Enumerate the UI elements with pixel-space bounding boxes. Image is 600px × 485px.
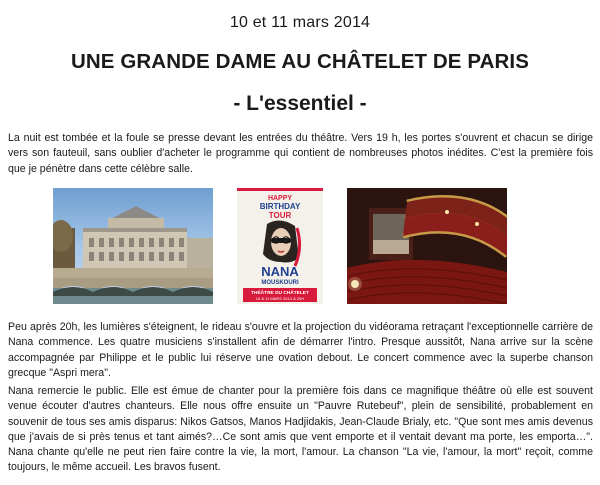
poster-happy: HAPPY <box>267 195 293 202</box>
article-title: UNE GRANDE DAME AU CHÂTELET DE PARIS <box>70 50 530 73</box>
paragraph-arrival: La nuit est tombée et la foule se presse devant les entrées du théâtre. Vers 19 h, les portes s'ouvrent et chacun se dirige vers son fauteuil, sans oublier d'acheter le programme qui contient de nombreuses photos inédites. C'est la première fois que je pénètre dans cette célèbre salle. <box>8 132 593 175</box>
poster-venue: THÉÂTRE DU CHÂTELET <box>251 291 309 296</box>
poster-tour: TOUR <box>268 211 292 220</box>
theatre-interior-photo <box>347 188 507 304</box>
poster-birthday: BIRTHDAY <box>259 202 301 211</box>
poster-dates: 10 & 11 MARS 2014 À 20H <box>255 296 305 301</box>
concert-poster-image <box>237 188 323 304</box>
article-date: 10 et 11 mars 2014 <box>229 14 371 31</box>
paragraph-concert-start: Peu après 20h, les lumières s'éteignent, le rideau s'ouvre et la projection du vidéorama retraçant l'exceptionnelle carrière de Nana commence. Les quatre musiciens s'installent afin de démarrer l'intro. Presque aussitôt, Nana arrive sur la scène accompagnée par Philippe et le public lui réserve une ovation debout. Le concert commence avec la superbe chanson grecque "Aspri mera". <box>8 321 593 379</box>
paragraph-songs: Nana remercie le public. Elle est émue de chanter pour la première fois dans ce magnifique théâtre où elle est souvent venue écouter d'autres chanteurs. Elle nous offre ensuite un "Pauvre Rutebeuf", plein de sensibilité, probablement en souvenir de tous ses amis disparus: Nikos Gatsos, Manos Hadjidakis, Jean-Claude Brialy, etc. "Que sont mes amis devenus que j'avais de si près tenus et tant aimés?…Ce sont amis que vent emporte et il ventait devant ma porte, les emporta…". Nana chante qu'elle ne peut rien faire contre la vie, la mort, l'amour. La chanson "La vie, l'amour, la mort" reçoit, comme toujours, le même accueil. Les bravos fusent. <box>8 385 593 474</box>
article-subtitle: - L'essentiel - <box>233 92 367 115</box>
poster-name: NANA <box>261 264 299 279</box>
poster-surname: MOUSKOURI <box>261 280 299 286</box>
paris-theatre-photo <box>53 188 213 304</box>
